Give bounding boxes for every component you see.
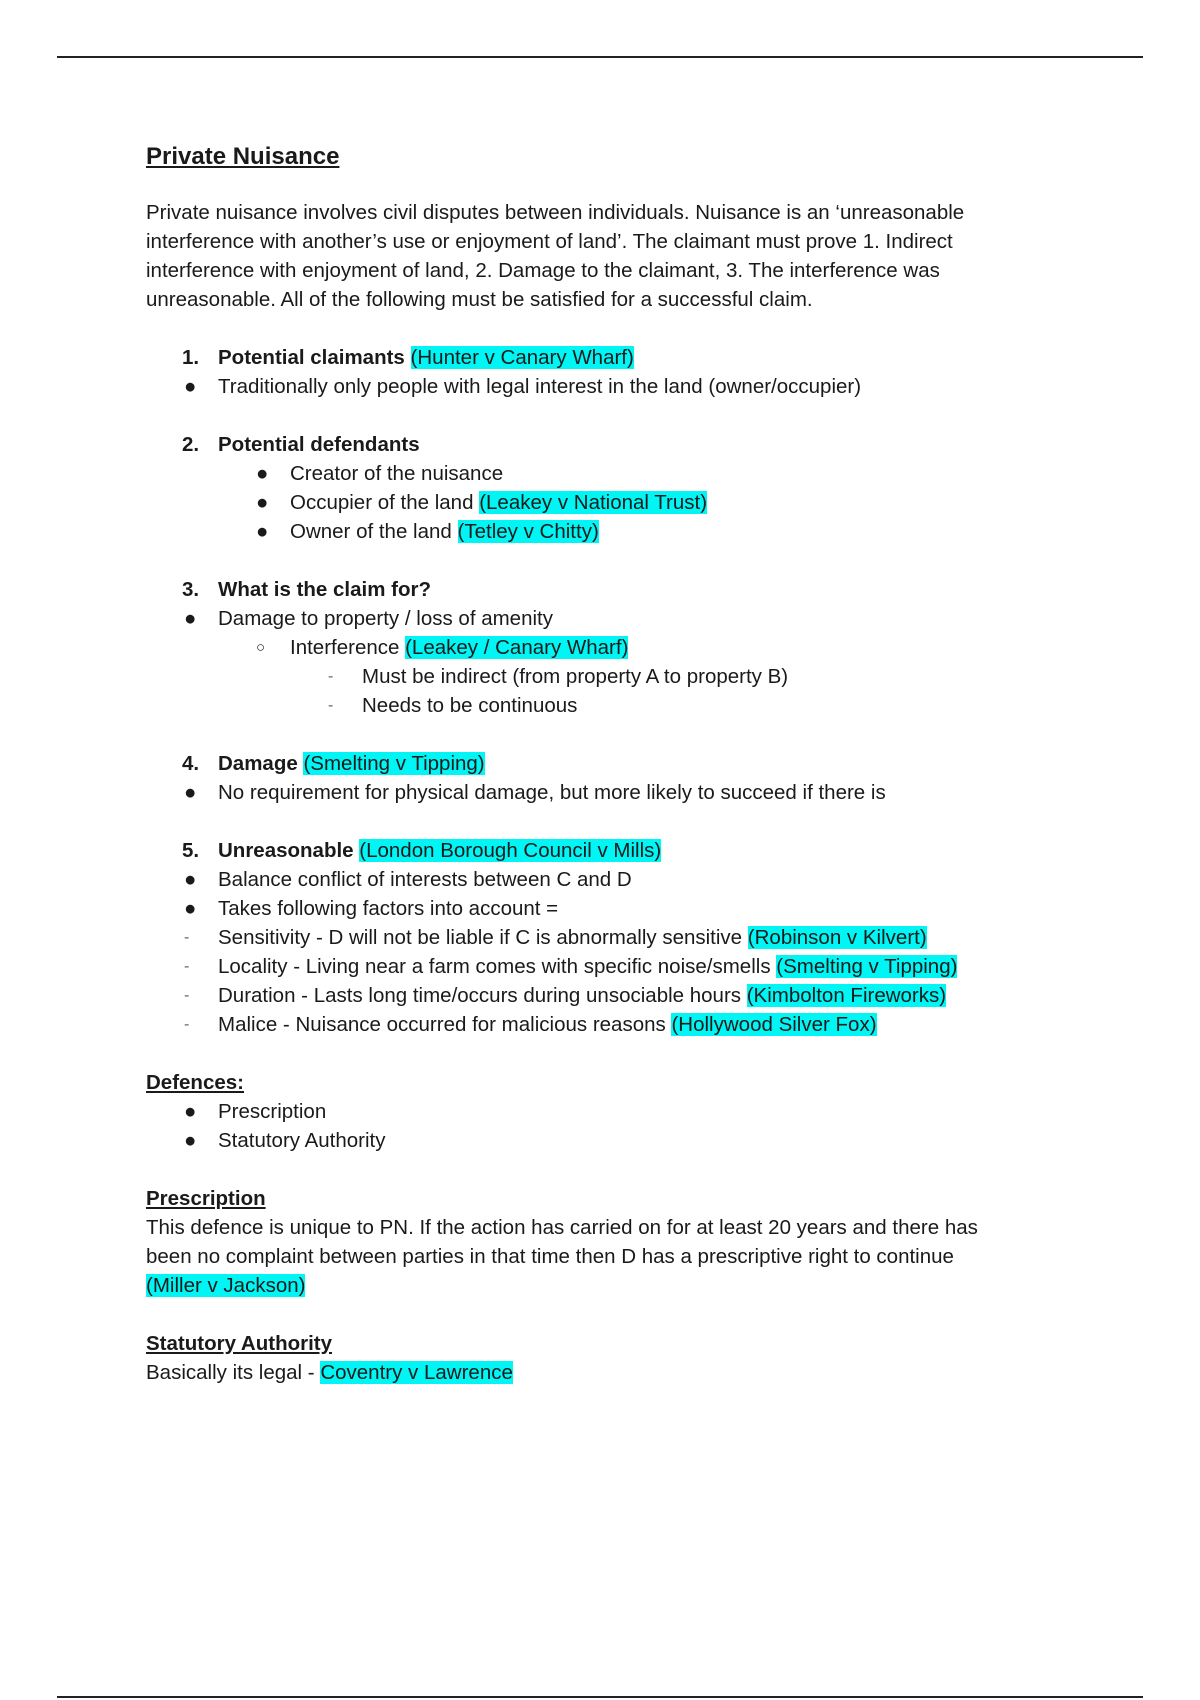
- section-4-heading: 4. Damage (Smelting v Tipping): [182, 752, 485, 775]
- prescription-line-2: been no complaint between parties in that time then D has a prescriptive right to continue: [146, 1245, 954, 1268]
- list-item: ● Creator of the nuisance: [146, 459, 1066, 488]
- list-item: ● Statutory Authority: [146, 1126, 1066, 1155]
- prescription-line-3: [146, 1271, 1066, 1300]
- list-item: ● Occupier of the land (Leakey v National Trust): [146, 488, 1066, 517]
- statutory-line: Basically its legal - Coventry v Lawrence: [146, 1361, 513, 1384]
- section-3-heading: 3. What is the claim for?: [182, 578, 431, 601]
- list-item: ● Traditionally only people with legal interest in the land (owner/occupier): [146, 372, 1066, 401]
- intro-line-3: interference with enjoyment of land, 2. Damage to the claimant, 3. The interference was: [146, 259, 940, 282]
- bullet-icon: ●: [184, 375, 197, 398]
- bullet-icon: ●: [184, 781, 197, 804]
- case-citation: (Smelting v Tipping): [776, 955, 958, 978]
- case-citation: (Smelting v Tipping): [303, 752, 485, 775]
- intro-line-2: interference with another’s use or enjoyment of land’. The claimant must prove 1. Indirect: [146, 230, 953, 253]
- section-1-heading: 1. Potential claimants (Hunter v Canary Wharf): [182, 346, 634, 369]
- defences-heading: Defences:: [146, 1071, 244, 1094]
- dash-icon: -: [184, 929, 190, 946]
- list-item: ● Prescription: [146, 1097, 1066, 1126]
- list-item: ● Owner of the land (Tetley v Chitty): [146, 517, 1066, 546]
- list-item: ● Takes following factors into account =: [146, 894, 1066, 923]
- case-citation: (Hunter v Canary Wharf): [410, 346, 634, 369]
- document-page: [146, 140, 1066, 1387]
- list-item: - Needs to be continuous: [146, 691, 1066, 720]
- intro-line-1: Private nuisance involves civil disputes between individuals. Nuisance is an ‘unreasonable: [146, 201, 965, 224]
- case-citation: (London Borough Council v Mills): [359, 839, 662, 862]
- dash-icon: -: [184, 987, 190, 1004]
- bullet-icon: ●: [184, 1100, 197, 1123]
- bullet-icon: ●: [184, 1129, 197, 1152]
- list-item: ● Balance conflict of interests between C and D: [146, 865, 1066, 894]
- intro-line-4: unreasonable. All of the following must be satisfied for a successful claim.: [146, 288, 813, 311]
- bullet-icon: ●: [184, 607, 197, 630]
- section-5-heading: 5. Unreasonable (London Borough Council v Mills): [182, 839, 662, 862]
- prescription-line-1: This defence is unique to PN. If the action has carried on for at least 20 years and there has: [146, 1216, 978, 1239]
- case-citation: (Leakey v National Trust): [479, 491, 708, 514]
- dash-icon: -: [184, 1016, 190, 1033]
- list-item: - Sensitivity - D will not be liable if C is abnormally sensitive (Robinson v Kilvert): [146, 923, 1066, 952]
- case-citation: (Tetley v Chitty): [457, 520, 599, 543]
- bullet-icon: ●: [184, 868, 197, 891]
- top-rule: [57, 56, 1143, 58]
- case-citation: (Leakey / Canary Wharf): [405, 636, 629, 659]
- bullet-icon: ●: [256, 491, 269, 514]
- dash-icon: -: [328, 668, 334, 685]
- statutory-heading: Statutory Authority: [146, 1332, 333, 1355]
- case-citation: (Miller v Jackson): [146, 1274, 306, 1297]
- hollow-bullet-icon: ○: [256, 639, 266, 656]
- list-item: - Must be indirect (from property A to property B): [146, 662, 1066, 691]
- bottom-rule: [57, 1696, 1143, 1698]
- list-item: ○ Interference (Leakey / Canary Wharf): [146, 633, 1066, 662]
- dash-icon: -: [328, 697, 334, 714]
- bullet-icon: ●: [256, 462, 269, 485]
- case-citation: (Robinson v Kilvert): [747, 926, 927, 949]
- prescription-heading: Prescription: [146, 1187, 266, 1210]
- list-item: - Malice - Nuisance occurred for malicious reasons (Hollywood Silver Fox): [146, 1010, 1066, 1039]
- case-citation: (Kimbolton Fireworks): [746, 984, 947, 1007]
- bullet-icon: ●: [184, 897, 197, 920]
- list-item: - Locality - Living near a farm comes with specific noise/smells (Smelting v Tipping): [146, 952, 1066, 981]
- page-title: Private Nuisance: [146, 143, 340, 170]
- list-item: ● No requirement for physical damage, but more likely to succeed if there is: [146, 778, 1066, 807]
- case-citation: Coventry v Lawrence: [320, 1361, 513, 1384]
- section-2-heading: 2. Potential defendants: [182, 433, 420, 456]
- list-item: - Duration - Lasts long time/occurs during unsociable hours (Kimbolton Fireworks): [146, 981, 1066, 1010]
- case-citation: (Hollywood Silver Fox): [671, 1013, 877, 1036]
- bullet-icon: ●: [256, 520, 269, 543]
- dash-icon: -: [184, 958, 190, 975]
- list-item: ● Damage to property / loss of amenity: [146, 604, 1066, 633]
